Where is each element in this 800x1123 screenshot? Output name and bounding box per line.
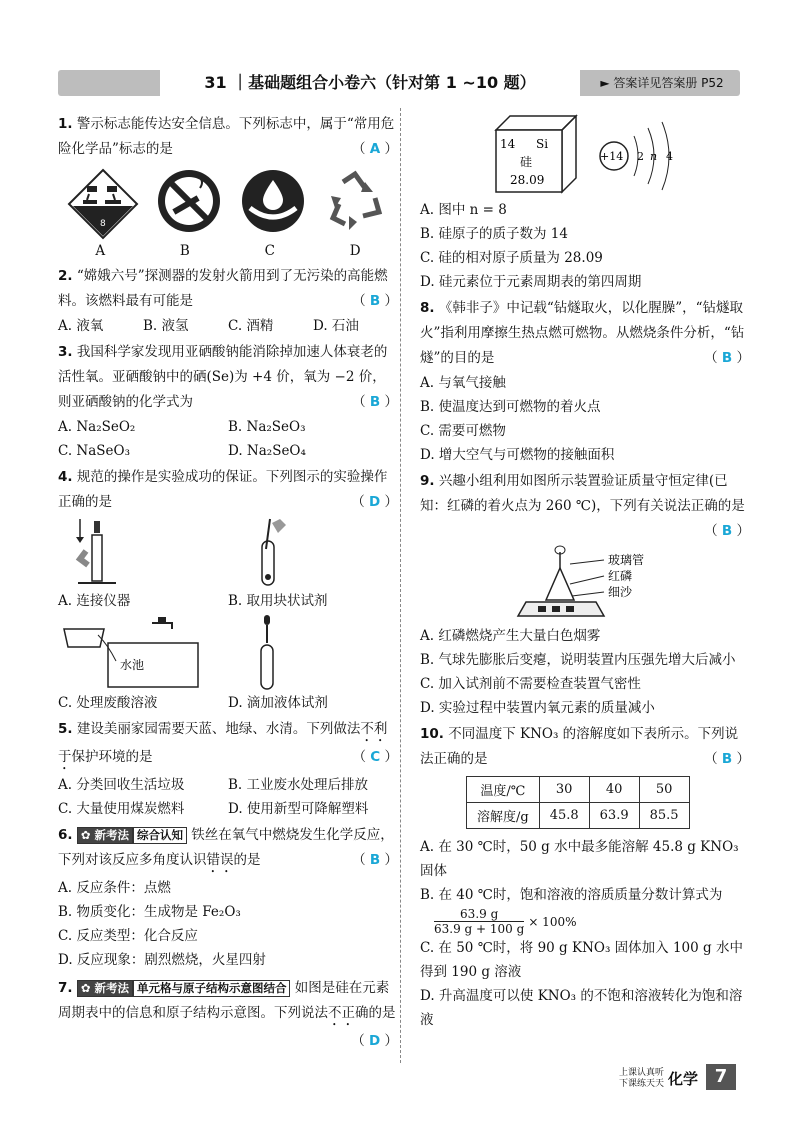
q1-label-d: D [349, 243, 361, 259]
q4-option-d: D. 滴加液体试剂 [228, 695, 328, 711]
q5-option-a: A. 分类回收生活垃圾 [58, 777, 185, 793]
cell-mass: 28.09 [510, 173, 545, 187]
q6-option-c: C. 反应类型：化合反应 [58, 928, 198, 944]
q2-option-d: D. 石油 [313, 318, 359, 334]
q10-text: 不同温度下 KNO₃ 的溶解度如下表所示。下列说法正确的是 [420, 726, 739, 767]
q2-option-c: C. 酒精 [228, 318, 274, 334]
q6-option-a: A. 反应条件：点燃 [58, 880, 171, 896]
table-cell: 溶解度/g [467, 803, 540, 829]
q5-option-b: B. 工业废水处理后排放 [228, 777, 369, 793]
q10-fraction [434, 907, 750, 936]
fraction-denominator: 63.9 g + 100 g [434, 922, 525, 936]
cell-symbol: Si [536, 137, 549, 151]
q1-answer: A [369, 141, 381, 157]
q4-number: 4. [58, 469, 73, 485]
q9-answer-box: （ B ） [704, 523, 750, 539]
table-cell: 温度/℃ [467, 777, 540, 803]
q2-text: “嫦娥六号”探测器的发射火箭用到了无污染的高能燃料。该燃料最有可能是 [58, 268, 388, 309]
q7-answer: D [368, 1033, 381, 1049]
q8-option-b: B. 使温度达到可燃物的着火点 [420, 399, 601, 415]
drip-liquid-figure [228, 613, 308, 691]
q1-text: 警示标志能传达安全信息。下列标志中，属于“常用危险化学品”标志的是 [58, 116, 395, 157]
q6-option-b: B. 物质变化：生成物是 Fe₂O₃ [58, 904, 241, 920]
q2-answer-box: （ B ） [352, 293, 398, 309]
q7-option-d: D. 硅元素位于元素周期表的第四周期 [420, 274, 642, 290]
q5-options-row1 [58, 773, 398, 797]
question-4 [58, 465, 398, 715]
q1-label-b: B [179, 243, 190, 259]
q4-option-c: C. 处理废酸溶液 [58, 695, 158, 711]
q4-answer: D [368, 494, 381, 510]
q3-options-row2 [58, 439, 398, 463]
table-row [467, 803, 690, 829]
q3-answer-box: （ B ） [352, 394, 398, 410]
table-cell: 50 [639, 777, 689, 803]
q5-option-d: D. 使用新型可降解塑料 [228, 801, 369, 817]
q4-option-a: A. 连接仪器 [58, 593, 131, 609]
q1-signs [58, 168, 398, 240]
table-row [467, 777, 690, 803]
footer-slogan-2: 下课练天天 [618, 1079, 664, 1089]
q7-answer-box: （ D ） [351, 1033, 398, 1049]
balance-apparatus-figure [420, 544, 750, 624]
q9-option-d: D. 实验过程中装置内氧元素的质量减小 [420, 700, 655, 716]
footer-slogan-1: 上课认真听 [618, 1068, 664, 1078]
q3-number: 3. [58, 344, 73, 360]
q3-text: 我国科学家发现用亚硒酸钠能消除掉加速人体衰老的活性氧。亚硒酸钠中的硒(Se)为 +4 价，氧为 −2 价，则亚硒酸钠的化学式为 [58, 344, 388, 410]
q9-figure [420, 544, 750, 624]
dispose-acid-figure [58, 613, 208, 691]
q3-option-c: C. NaSeO₃ [58, 443, 131, 459]
table-cell: 85.5 [639, 803, 689, 829]
label-glass-tube: 玻璃管 [608, 553, 645, 567]
q8-option-a: A. 与氧气接触 [420, 375, 506, 391]
q10-option-c: C. 在 50 ℃时，将 90 g KNO₃ 固体加入 100 g 水中得到 190 g 溶液 [420, 940, 743, 980]
q7-new-method-tag: ✿ 新考法 [77, 980, 133, 997]
q7-option-b: B. 硅原子的质子数为 14 [420, 226, 568, 242]
q1-label-c: C [264, 243, 275, 259]
cell-atomic-number: 14 [500, 137, 516, 151]
column-divider [400, 108, 401, 1063]
table-cell: 45.8 [539, 803, 589, 829]
q5-number: 5. [58, 721, 73, 737]
q9-number: 9. [420, 473, 435, 489]
q7-text-b: 确的是 [355, 1005, 396, 1021]
q7-emphasis: 不正 [328, 1005, 355, 1021]
q2-option-b: B. 液氢 [143, 318, 189, 334]
atom-shell-1: 2 [637, 150, 644, 163]
question-1 [58, 112, 398, 262]
q2-option-a: A. 液氧 [58, 318, 104, 334]
no-smoking-sign-icon [156, 168, 222, 234]
footer-subject: 化学 [668, 1070, 699, 1088]
q10-option-b: B. 在 40 ℃时，饱和溶液的溶质质量分数计算式为 [420, 887, 723, 903]
q8-option-d: D. 增大空气与可燃物的接触面积 [420, 447, 615, 463]
silicon-figure [420, 112, 750, 198]
q5-answer-box: （ C ） [352, 749, 398, 765]
question-2 [58, 264, 398, 338]
q3-answer: B [369, 394, 381, 410]
right-column [420, 112, 750, 1032]
question-7 [58, 976, 398, 1049]
q10-answer: B [721, 751, 733, 767]
label-fine-sand: 细沙 [608, 585, 633, 599]
q10-number: 10. [420, 726, 444, 742]
q6-option-d: D. 反应现象：剧烈燃烧，火星四射 [58, 952, 266, 968]
q9-answer: B [721, 523, 733, 539]
q1-number: 1. [58, 116, 73, 132]
water-saving-sign-icon [240, 168, 306, 234]
q6-text-a: 铁丝在氧气中燃烧发生化学反应，下列对该反应多角度认识 [58, 827, 394, 868]
page-title: 31 ｜基础题组合小卷六（针对第 1 ~10 题） [160, 70, 580, 96]
q4-options-row2 [58, 691, 398, 715]
q1-labels [58, 240, 398, 262]
q5-answer: C [370, 749, 381, 765]
question-3 [58, 340, 398, 463]
fraction-percent: × 100% [528, 914, 577, 929]
q6-topic-tag: 综合认知 [133, 827, 187, 844]
q7-figures [420, 112, 750, 198]
q4-options-row1 [58, 589, 398, 613]
table-cell: 63.9 [589, 803, 639, 829]
q3-option-b: B. Na₂SeO₃ [228, 419, 306, 435]
question-5 [58, 717, 398, 821]
question-6 [58, 823, 398, 972]
atom-nucleus: +14 [600, 150, 624, 163]
table-cell: 40 [589, 777, 639, 803]
q2-answer: B [369, 293, 381, 309]
left-column [58, 112, 398, 1054]
q9-text: 兴趣小组利用如图所示装置验证质量守恒定律(已知：红磷的着火点为 260 ℃)，下列有关说法正确的是 [420, 473, 745, 514]
q7-text-a: 如图是硅在元素周期表中的信息和原子结构示意图。下列说法 [58, 980, 390, 1021]
q7-number: 7. [58, 980, 73, 996]
question-9 [420, 469, 750, 720]
q1-answer-box: （ A ） [351, 141, 398, 157]
q8-text: 《韩非子》中记载“钻燧取火，以化腥臊”，“钻燧取火”指利用摩擦生热点燃可燃物。从燃烧条件分析，“钻燧”的目的是 [420, 300, 745, 366]
q4-option-b: B. 取用块状试剂 [228, 593, 328, 609]
atom-shell-2: n [650, 150, 658, 163]
q4-figures-row1 [58, 515, 398, 589]
recycle-sign-icon [323, 168, 389, 234]
q10-option-d: D. 升高温度可以使 KNO₃ 的不饱和溶液转化为饱和溶液 [420, 988, 743, 1028]
answer-reference: ► 答案详见答案册 P52 [600, 76, 724, 90]
q8-answer-box: （ B ） [704, 350, 750, 366]
corrosive-sign-icon [67, 168, 139, 240]
take-solid-reagent-figure [228, 515, 308, 589]
q4-text: 规范的操作是实验成功的保证。下列图示的实验操作正确的是 [58, 469, 388, 510]
q6-number: 6. [58, 827, 73, 843]
sign-a-number: 8 [99, 219, 106, 229]
q7-option-c: C. 硅的相对原子质量为 28.09 [420, 250, 603, 266]
q6-new-method-tag: ✿ 新考法 [77, 827, 133, 844]
q10-answer-box: （ B ） [704, 751, 750, 767]
pool-label: 水池 [120, 658, 145, 672]
q7-option-a: A. 图中 n = 8 [420, 202, 507, 218]
q4-figures-row2 [58, 613, 398, 691]
question-8 [420, 296, 750, 467]
q6-emphasis: 错误 [206, 852, 234, 868]
q9-option-b: B. 气球先膨胀后变瘪，说明装置内压强先增大后减小 [420, 652, 736, 668]
q7-topic-tag: 单元格与原子结构示意图结合 [133, 980, 291, 997]
q1-label-a: A [95, 243, 106, 259]
q6-answer-box: （ B ） [352, 852, 398, 868]
atom-shell-3: 4 [666, 150, 673, 163]
q10-option-a: A. 在 30 ℃时，50 g 水中最多能溶解 45.8 g KNO₃ 固体 [420, 839, 739, 879]
q5-options-row2 [58, 797, 398, 821]
q2-number: 2. [58, 268, 73, 284]
fraction-numerator: 63.9 g [460, 907, 499, 921]
q9-option-c: C. 加入试剂前不需要检查装置气密性 [420, 676, 641, 692]
q3-option-a: A. Na₂SeO₂ [58, 419, 136, 435]
q8-number: 8. [420, 300, 435, 316]
table-cell: 30 [539, 777, 589, 803]
connect-apparatus-figure [58, 515, 138, 589]
page-number: 7 [706, 1064, 736, 1090]
label-red-phosphorus: 红磷 [608, 569, 633, 583]
q5-emphasis: 不利于 [58, 721, 388, 765]
solubility-table [466, 776, 690, 829]
q5-option-c: C. 大量使用煤炭燃料 [58, 801, 185, 817]
q5-text-a: 建设美丽家园需要天蓝、地绿、水清。下列做法 [76, 721, 361, 737]
question-10 [420, 722, 750, 1032]
cell-name: 硅 [520, 155, 533, 169]
q3-options-row1 [58, 415, 398, 439]
q5-text-b: 保护环境的是 [71, 749, 153, 765]
q8-answer: B [721, 350, 733, 366]
q8-option-c: C. 需要可燃物 [420, 423, 506, 439]
footer-slogan [604, 1068, 664, 1090]
q6-text-b: 的是 [233, 852, 261, 868]
q4-answer-box: （ D ） [351, 494, 398, 510]
q3-option-d: D. Na₂SeO₄ [228, 443, 306, 459]
q6-answer: B [369, 852, 381, 868]
q9-option-a: A. 红磷燃烧产生大量白色烟雾 [420, 628, 601, 644]
q2-options [58, 314, 398, 338]
